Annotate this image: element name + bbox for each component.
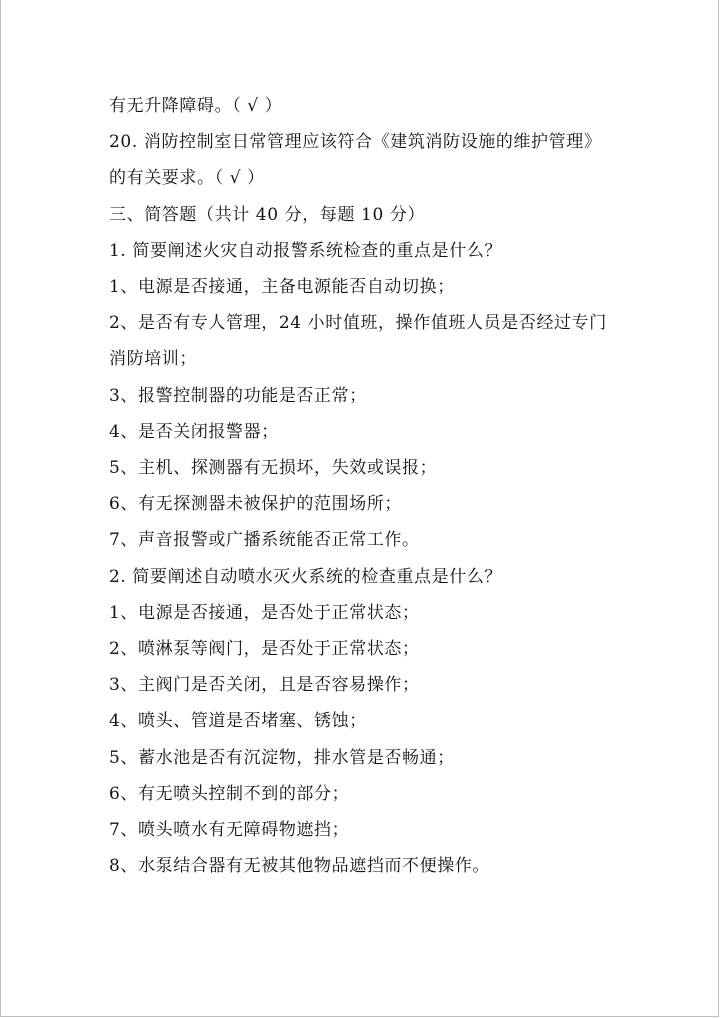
section-heading: 三、简答题（共计 40 分，每题 10 分） <box>109 204 426 225</box>
text-line: 的有关要求。（ √ ） <box>109 168 265 189</box>
answer-item: 4、是否关闭报警器； <box>109 421 279 442</box>
question-2-heading: 2. 简要阐述自动喷水灭火系统的检查重点是什么？ <box>109 566 503 587</box>
answer-item: 2、是否有专人管理，24 小时值班，操作值班人员是否经过专门 <box>109 313 607 334</box>
answer-item: 7、喷头喷水有无障碍物遮挡； <box>109 820 350 841</box>
answer-item: 7、声音报警或广播系统能否正常工作。 <box>109 530 420 551</box>
answer-item: 5、主机、探测器有无损坏，失效或误报； <box>109 458 438 479</box>
question-1-heading: 1. 简要阐述火灾自动报警系统检查的重点是什么？ <box>109 240 503 261</box>
document-body <box>109 88 609 884</box>
answer-item: 1、电源是否接通，是否处于正常状态； <box>109 602 420 623</box>
answer-item: 3、报警控制器的功能是否正常； <box>109 385 367 406</box>
answer-item: 2、喷淋泵等阀门，是否处于正常状态； <box>109 639 420 660</box>
answer-item: 8、水泵结合器有无被其他物品遮挡而不便操作。 <box>109 856 491 877</box>
answer-item: 1、电源是否接通，主备电源能否自动切换； <box>109 277 455 298</box>
answer-item: 5、蓄水池是否有沉淀物，排水管是否畅通； <box>109 747 455 768</box>
answer-item-continued: 消防培训； <box>109 349 197 370</box>
answer-item: 6、有无喷头控制不到的部分； <box>109 783 350 804</box>
answer-item: 4、喷头、管道是否堵塞、锈蚀； <box>109 711 367 732</box>
answer-item: 3、主阀门是否关闭，且是否容易操作； <box>109 675 420 696</box>
text-line: 有无升降障碍。（ √ ） <box>109 96 283 116</box>
question-20-line: 20. 消防控制室日常管理应该符合《建筑消防设施的维护管理》 <box>109 132 602 153</box>
answer-item: 6、有无探测器未被保护的范围场所； <box>109 494 403 515</box>
